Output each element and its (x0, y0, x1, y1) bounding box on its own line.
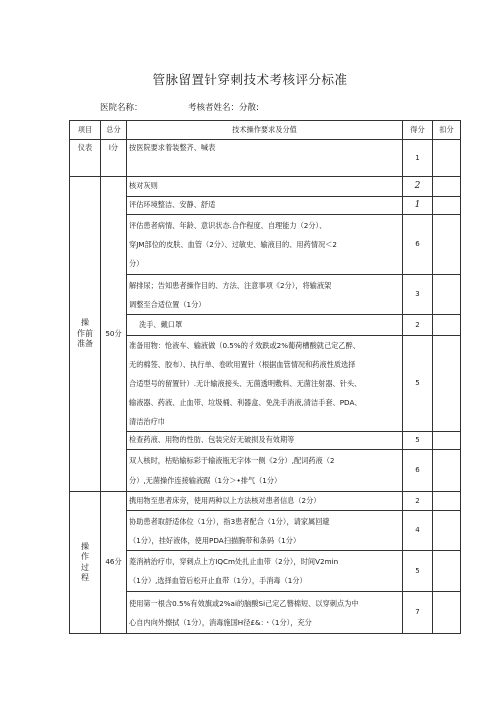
page-title: 管脉留置针穿刺技术考核评分标准 (152, 72, 348, 87)
prep-row-6-text: 检查药液、用物的性肪、包装完好无破损及有效期等 (127, 432, 403, 450)
proc-row-1-text: 协助患者取舒适体位（1分），指3患者配合（1分），请家属回避 （1分），挂好液体，使用PDA扫描腕带和条码（1分） (127, 511, 403, 551)
table-row (70, 336, 461, 432)
prep-row-1-text: 评估环境整洁、安静、舒适 (127, 197, 403, 215)
prep-row-2-text: 评估患者病情、年龄、意识状态.合作程度、自理能力（2分）、 穿JM部位的皮肤、血管（2分）、过敏史、输液目的、用药情况＜2 分） (127, 215, 403, 275)
appearance-project: 仪表 (70, 140, 101, 177)
table-row (70, 177, 461, 197)
table-row (70, 315, 461, 336)
table-header-row (70, 121, 461, 140)
table-row (70, 197, 461, 215)
prep-row-4-text: 洗手、戴口罩 (127, 315, 403, 336)
proc-row-3-text: 使用第一根含0.5%有效旗或2%ai的脑酸Si己定乙簪棉短、以穿刺点为中 心自内向外擦拭（1分），消毒施国H径£&：・（1分），充分 (127, 592, 403, 634)
proc-row-0-deduct (433, 492, 461, 511)
proc-row-1-score: 4 (403, 511, 433, 551)
prep-row-7-score: 6 (403, 450, 433, 492)
prep-row-6-score: 5 (403, 432, 433, 450)
hospital-name-label: 医院名称： (100, 103, 143, 113)
prep-row-5-deduct (433, 336, 461, 432)
appearance-total: l分 (101, 140, 127, 177)
proc-row-2-score: 5 (403, 551, 433, 592)
proc-row-0-text: 携用物至患者床旁，使用两种以上方法核对患者信息（2分） (127, 492, 403, 511)
prep-row-2-score: 6 (403, 215, 433, 275)
appearance-score: 1 (403, 140, 433, 177)
table-row (70, 511, 461, 551)
table-row (70, 551, 461, 592)
prep-row-0-deduct (433, 177, 461, 197)
prep-row-7-text: 双人核时，枯贴输标彩于输液瓶无字体一侧《2分）,配词药液（2 分）,无菌操作连接输液踞（1分＞•排气（1分） (127, 450, 403, 492)
examiner-name-label: 考核者姓名：分散: (188, 103, 259, 113)
proc-row-2-deduct (433, 551, 461, 592)
prep-row-3-deduct (433, 275, 461, 315)
prep-row-5-text: 准备用物：怆液车、输液做（0.5%的彳效跌或2%葡荷槽酸就己定乙醉、 无的棉签、胶布）、执行单、卷欧用置针（根据血管情况和药液性质选择 合适型号的留置针）.无计输液接头、无菌透明敷料、无菌注射器、针头、 输液器、药液、止血带、垃圾桶、利器盒、免洗手消液,清洁手套、PDA、 清洁治疗巾 (127, 336, 403, 432)
table-row (70, 450, 461, 492)
proc-total: 46分 (101, 492, 127, 634)
proc-row-0-score: 2 (403, 492, 433, 511)
prep-row-2-deduct (433, 215, 461, 275)
appearance-text: 按医院要求着装整齐、喊表 (127, 140, 403, 177)
header-deduct: 扣分 (433, 121, 461, 140)
table-row (70, 492, 461, 511)
header-project: 项目 (70, 121, 101, 140)
prep-row-3-text: 解排尿；告知患者操作目的、方法、注意事项《2分），将输液架 调整至合适位置（1分） (127, 275, 403, 315)
prep-row-0-text: 核对灰则 (127, 177, 403, 197)
prep-row-4-score: 2 (403, 315, 433, 336)
prep-project: 操 作前 准备 (70, 177, 101, 492)
proc-row-3-deduct (433, 592, 461, 634)
prep-row-5-score: 5 (403, 336, 433, 432)
prep-row-0-score: 2 (403, 177, 433, 197)
header-requirement: 技术操作要求及分值 (127, 121, 403, 140)
prep-row-3-score: 3 (403, 275, 433, 315)
prep-total: 50分 (101, 177, 127, 492)
proc-row-2-text: 菱消衲治疗巾，穿刺点上方IQCm处扎止血带（2分），时间V2min （1分）,选择血管后松开止血带（1分），手消毒（1分） (127, 551, 403, 592)
table-row (70, 215, 461, 275)
table-row (70, 432, 461, 450)
prep-row-1-deduct (433, 197, 461, 215)
proc-project: 操 作 过 程 (70, 492, 101, 634)
prep-row-1-score: 1 (403, 197, 433, 215)
header-total: 总分 (101, 121, 127, 140)
proc-row-3-score: 7 (403, 592, 433, 634)
table-row-appearance (70, 140, 461, 177)
prep-row-4-deduct (433, 315, 461, 336)
appearance-deduct (433, 140, 461, 177)
scoring-table (69, 120, 461, 634)
header-score: 得分 (403, 121, 433, 140)
proc-row-1-deduct (433, 511, 461, 551)
table-row (70, 592, 461, 634)
prep-row-7-deduct (433, 450, 461, 492)
prep-row-6-deduct (433, 432, 461, 450)
table-row (70, 275, 461, 315)
